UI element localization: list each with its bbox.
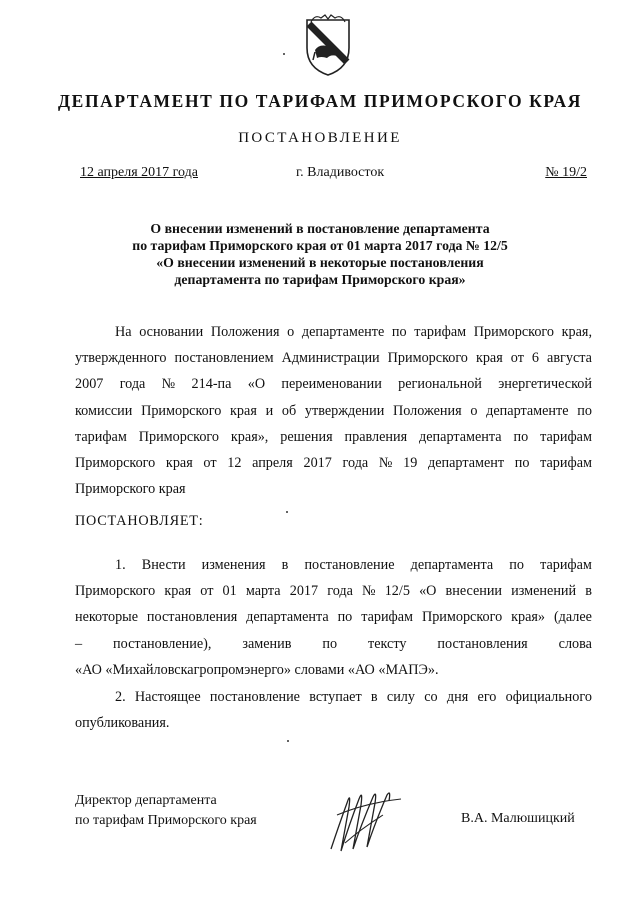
word: Приморского [141, 402, 222, 419]
word: марта [245, 583, 281, 600]
word: 214-па [191, 376, 232, 393]
document-date: 12 апреля 2017 года [80, 165, 198, 180]
word: августа [547, 350, 592, 367]
word: На [115, 324, 132, 340]
word: края» [511, 609, 546, 626]
word: департамента [419, 428, 502, 445]
word: № [161, 376, 176, 393]
item-1-line [75, 552, 592, 578]
word: «О [247, 376, 266, 393]
word: переименовании [281, 376, 382, 393]
word: края», [230, 428, 269, 445]
resolves-heading: ПОСТАНОВЛЯЕТ: [75, 513, 204, 529]
basis-line [75, 319, 592, 345]
document-number: № 19/2 [545, 165, 587, 180]
word: утвержденного [75, 350, 167, 367]
word: края [165, 455, 193, 472]
item-1-line [75, 631, 592, 657]
item-2-paragraph [75, 684, 592, 736]
item-1-paragraph [75, 552, 592, 683]
word: утверждении [304, 402, 385, 419]
word: края, [561, 324, 592, 340]
word: тексту [368, 635, 407, 652]
word: региональной [398, 376, 482, 393]
subject-line: по тарифам Приморского края от 01 марта 2017 года № 12/5 [132, 238, 508, 253]
word: комиссии [75, 402, 133, 419]
word: края [164, 583, 192, 600]
word: № [362, 583, 376, 600]
word: (далее [553, 609, 592, 626]
word: департамента [410, 557, 494, 573]
word: его [477, 689, 497, 705]
word: постановления [146, 609, 238, 626]
word: по [513, 428, 529, 445]
word: тарифам [540, 428, 592, 445]
word: внесении [445, 583, 503, 600]
word: – [75, 635, 83, 652]
word: постановление [209, 689, 300, 705]
word: в [585, 583, 592, 600]
document-type: ПОСТАНОВЛЕНИЕ [238, 130, 402, 146]
word: 01 [222, 583, 237, 600]
word: Приморского [387, 350, 468, 367]
word: по [514, 455, 530, 472]
item-1-line [75, 604, 592, 630]
word: об [281, 402, 297, 419]
word: о [287, 324, 295, 340]
word: и [265, 402, 274, 419]
word: постановления [437, 635, 528, 652]
word: Внести [141, 557, 186, 573]
word: года [342, 455, 369, 472]
scan-speck [283, 53, 285, 55]
word: изменения [201, 557, 266, 573]
word: Приморского [473, 324, 554, 340]
basis-line [75, 398, 592, 424]
basis-line: Приморского края [75, 481, 186, 498]
subject-line: департамента по тарифам Приморского края» [174, 272, 466, 287]
word: от [203, 455, 217, 472]
word: Приморского [421, 609, 503, 626]
word: 2. [115, 689, 126, 705]
word: по [337, 609, 353, 626]
word: решения [280, 428, 333, 445]
signer-title-line: по тарифам Приморского края [75, 813, 257, 828]
word: о [470, 402, 478, 419]
word: правления [344, 428, 408, 445]
word: Положения [210, 324, 280, 340]
word: года [327, 583, 353, 600]
basis-line [75, 371, 592, 397]
word: слова [558, 635, 592, 652]
word: 1. [115, 557, 126, 573]
word: постановление [304, 557, 395, 573]
word: года [119, 376, 146, 393]
document-subject [60, 220, 580, 288]
word: тарифам [75, 428, 127, 445]
document-city: г. Владивосток [296, 165, 385, 180]
word: официального [505, 689, 592, 705]
word: изменений [511, 583, 577, 600]
word: вступает [309, 689, 362, 705]
basis-line [75, 450, 592, 476]
scan-speck [286, 511, 288, 513]
word: основании [139, 324, 204, 340]
word: Администрации [281, 350, 380, 367]
word: 2007 [75, 376, 104, 393]
word: по [391, 324, 407, 340]
handwritten-signature [325, 785, 407, 857]
word: заменив [242, 635, 292, 652]
word: края [230, 402, 257, 419]
word: по [509, 557, 524, 573]
scan-speck [287, 740, 289, 742]
word: края [475, 350, 503, 367]
department-title: ДЕПАРТАМЕНТ ПО ТАРИФАМ ПРИМОРСКОГО КРАЯ [58, 91, 582, 111]
primorsky-krai-coat-of-arms-icon [303, 12, 353, 78]
item-1-line: «АО «Михайловскагропромэнерго» словами «АО «МАПЭ». [75, 661, 439, 678]
word: тарифам [361, 609, 414, 626]
word: 19 [403, 455, 418, 472]
word: по [322, 635, 338, 652]
word: 6 [531, 350, 540, 367]
signer-name: В.А. Малюшицкий [461, 811, 575, 826]
word: 2017 [289, 583, 319, 600]
item-2-line [75, 684, 592, 710]
word: Настоящее [134, 689, 201, 705]
word: по [577, 402, 592, 419]
item-2-line: опубликования. [75, 715, 170, 732]
word: Приморского [75, 583, 156, 600]
signer-title [75, 791, 257, 831]
word: в [370, 689, 378, 705]
word: Положения [393, 402, 462, 419]
word: 12/5 [384, 583, 410, 600]
word: департаменте [301, 324, 385, 340]
word: тарифам [540, 557, 592, 573]
subject-line: О внесении изменений в постановление департамента [150, 221, 490, 236]
word: от [200, 583, 214, 600]
word: силу [386, 689, 415, 705]
word: Приморского [75, 455, 156, 472]
word: тарифам [414, 324, 467, 340]
basis-line [75, 424, 592, 450]
word: 12 [227, 455, 242, 472]
word: «О [419, 583, 437, 600]
word: дня [446, 689, 469, 705]
word: № [378, 455, 393, 472]
word: тарифам [540, 455, 592, 472]
word: департаменте [486, 402, 569, 419]
subject-line: «О внесении изменений в некоторые постановления [156, 255, 484, 270]
word: постановление), [113, 635, 212, 652]
signer-title-line: Директор департамента [75, 793, 217, 808]
word: 2017 [303, 455, 332, 472]
word: департамент [428, 455, 505, 472]
item-1-line [75, 578, 592, 604]
word: апреля [252, 455, 293, 472]
word: Приморского [138, 428, 219, 445]
word: в [281, 557, 289, 573]
word: постановлением [174, 350, 274, 367]
word: от [510, 350, 524, 367]
basis-paragraph [75, 319, 592, 502]
word: энергетической [498, 376, 592, 393]
word: департамента [246, 609, 329, 626]
basis-line [75, 345, 592, 371]
word: со [424, 689, 438, 705]
word: некоторые [75, 609, 138, 626]
